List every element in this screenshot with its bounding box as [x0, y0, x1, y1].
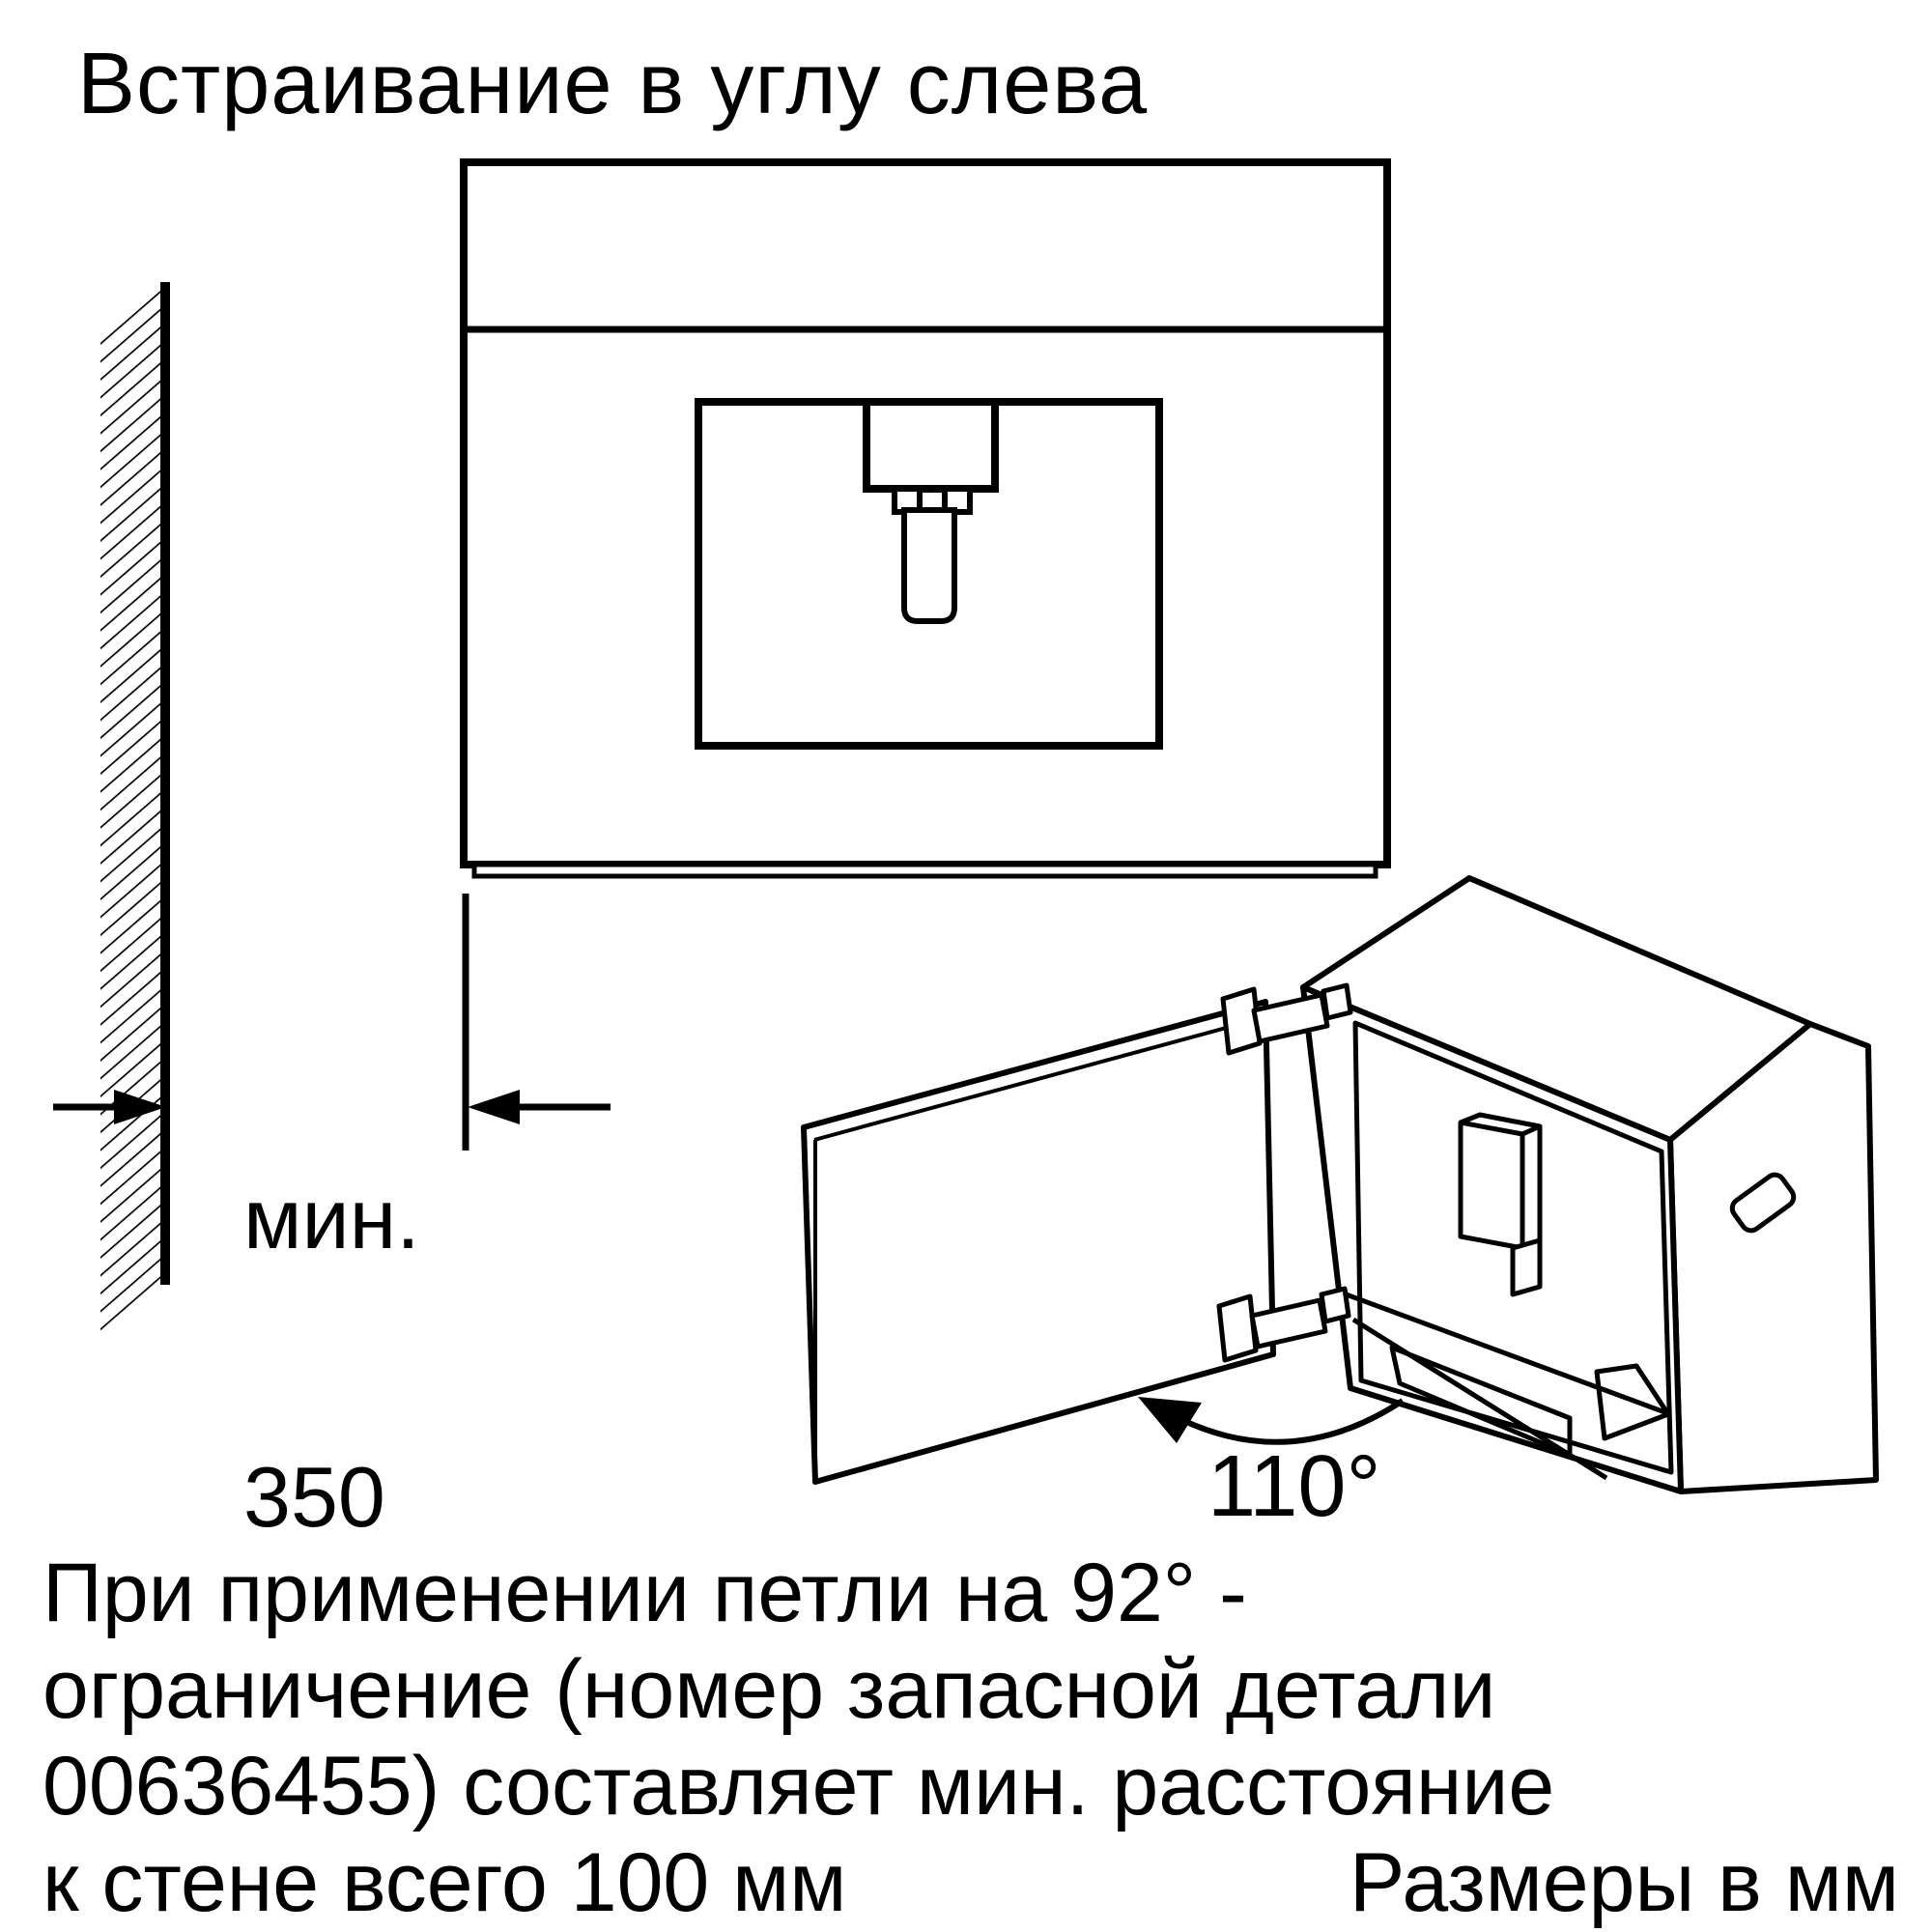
dispenser-unit — [867, 402, 995, 489]
door-swing-arc — [1138, 1397, 1403, 1443]
appliance-front-view — [464, 162, 1387, 876]
swing-arc-arrowhead — [1138, 1397, 1202, 1443]
door-panel — [804, 1002, 1273, 1482]
installation-note-line-3: 00636455) составляет мин. расстояние — [43, 1740, 1555, 1833]
wall-section — [100, 282, 170, 1341]
dispenser-spout — [904, 510, 954, 621]
units-label: Размеры в мм — [1349, 1836, 1899, 1929]
dimension-arrow-right — [468, 1090, 520, 1124]
clearance-value: 350 — [243, 1449, 385, 1545]
installation-note-line-4: к стене всего 100 мм — [43, 1836, 847, 1929]
appliance-base — [474, 865, 1376, 876]
installation-note-line-1: При применении петли на 92° - — [43, 1547, 1247, 1639]
door-angle-label: 110° — [1208, 1438, 1381, 1535]
wall-line — [160, 282, 170, 1285]
door-hinge-bottom — [1219, 1289, 1349, 1360]
wall-hatching — [100, 282, 164, 1341]
cabinet-door-open — [804, 1002, 1273, 1482]
clearance-prefix: мин. — [243, 1171, 420, 1266]
cabinet-3d-view — [1303, 878, 1876, 1492]
swing-arc-path — [1182, 1401, 1403, 1442]
installation-note-line-2: ограничение (номер запасной детали — [43, 1643, 1496, 1736]
diagram-title: Встраивание в углу слева — [77, 36, 1149, 132]
